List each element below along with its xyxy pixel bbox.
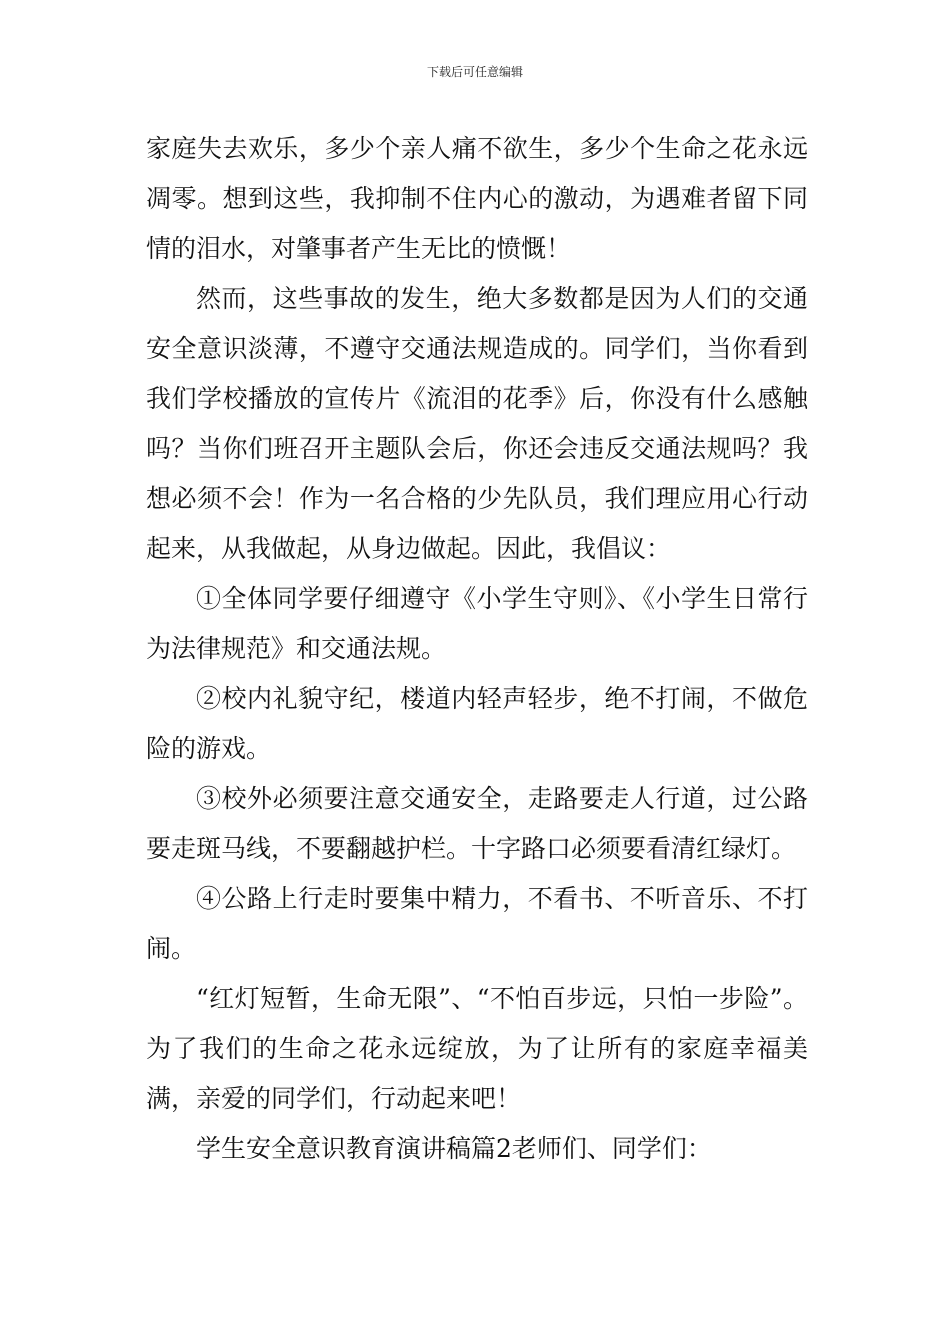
paragraph-cause: 然而，这些事故的发生，绝大多数都是因为人们的交通安全意识淡薄，不遵守交通法规造成的。同学们，当你看到我们学校播放的宣传片《流泪的花季》后，你没有什么感触吗？当你们班召开主题队会后，你还会违反交通法规吗？我想必须不会！作为一名合格的少先队员，我们理应用心行动起来，从我做起，从身边做起。因此，我倡议： bbox=[146, 284, 808, 563]
proposal-item-2: ②校内礼貌守纪，楼道内轻声轻步，绝不打闹，不做危险的游戏。 bbox=[146, 684, 808, 763]
proposal-item-1: ①全体同学要仔细遵守《小学生守则》、《小学生日常行为法律规范》和交通法规。 bbox=[146, 584, 808, 663]
page-header: 下载后可任意编辑 bbox=[426, 65, 523, 79]
proposal-item-4: ④公路上行走时要集中精力，不看书、不听音乐、不打闹。 bbox=[146, 884, 808, 963]
paragraph-next-speech-title: 学生安全意识教育演讲稿篇2老师们、同学们： bbox=[196, 1134, 712, 1163]
paragraph-slogan: “红灯短暂，生命无限”、“不怕百步远，只怕一步险”。为了我们的生命之花永远绽放，为了让所有的家庭幸福美满，亲爱的同学们，行动起来吧！ bbox=[146, 984, 808, 1113]
paragraph-continuation: 家庭失去欢乐，多少个亲人痛不欲生，多少个生命之花永远凋零。想到这些，我抑制不住内心的激动，为遇难者留下同情的泪水，对肇事者产生无比的愤慨！ bbox=[146, 134, 808, 263]
proposal-item-3: ③校外必须要注意交通安全，走路要走人行道，过公路要走斑马线，不要翻越护栏。十字路口必须要看清红绿灯。 bbox=[146, 784, 808, 863]
document-body bbox=[146, 124, 808, 1174]
